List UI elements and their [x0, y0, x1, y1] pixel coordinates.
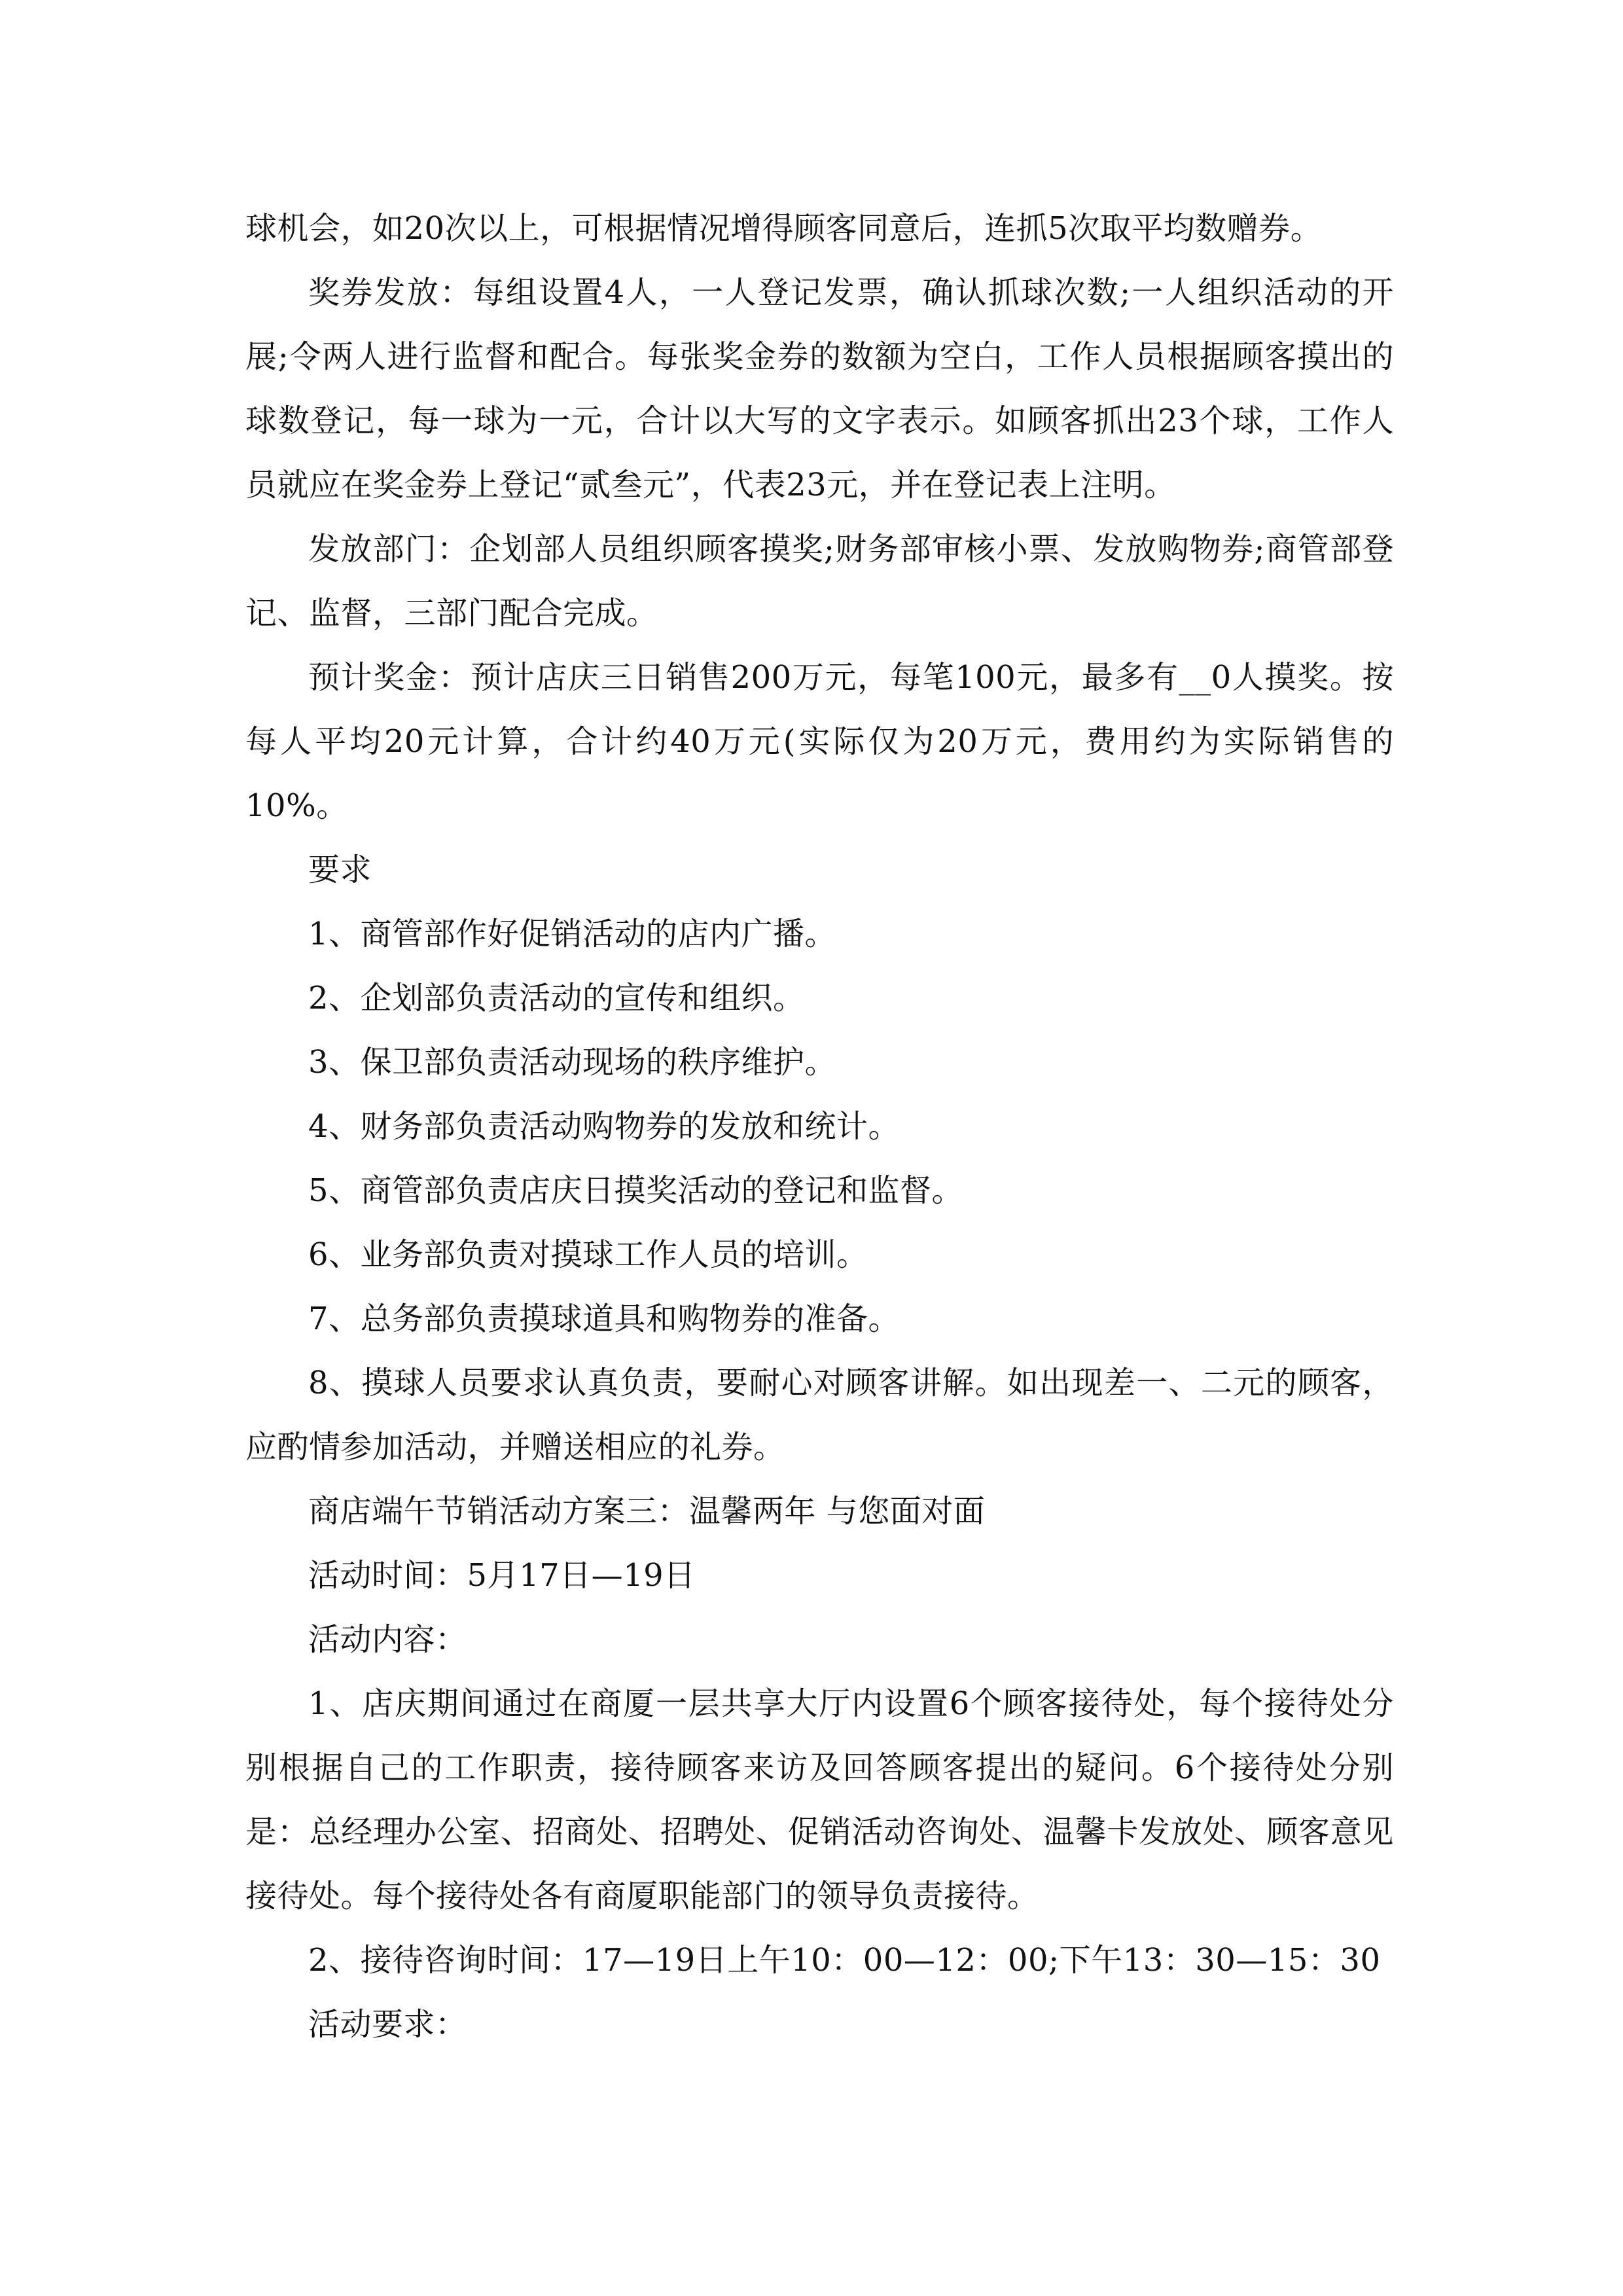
- list-item: 8、摸球人员要求认真负责，要耐心对顾客讲解。如出现差一、二元的顾客，应酌情参加活动，并赠送相应的礼券。: [245, 1365, 1394, 1465]
- paragraph: 球机会，如20次以上，可根据情况增得顾客同意后，连抓5次取平均数赠券。: [245, 210, 1323, 247]
- section-heading: 活动要求：: [308, 2006, 467, 2043]
- list-item: 3、保卫部负责活动现场的秩序维护。: [308, 1044, 837, 1081]
- paragraph: 发放部门：企划部人员组织顾客摸奖;财务部审核小票、发放购物券;商管部登记、监督，三部门配合完成。: [245, 531, 1394, 632]
- list-item: 2、企划部负责活动的宣传和组织。: [308, 980, 805, 1016]
- list-item: 1、店庆期间通过在商厦一层共享大厅内设置6个顾客接待处，每个接待处分别根据自己的工作职责，接待顾客来访及回答顾客提出的疑问。6个接待处分别是：总经理办公室、招商处、招聘处、促销活动咨询处、温馨卡发放处、顾客意见接待处。每个接待处各有商厦职能部门的领导负责接待。: [245, 1685, 1394, 1914]
- list-item: 6、业务部负责对摸球工作人员的培训。: [308, 1236, 868, 1273]
- list-item: 7、总务部负责摸球道具和购物券的准备。: [308, 1300, 901, 1337]
- list-item: 5、商管部负责店庆日摸奖活动的登记和监督。: [308, 1172, 964, 1209]
- document-body: [245, 196, 1394, 2056]
- section-heading: 要求: [308, 852, 372, 888]
- list-item: 1、商管部作好促销活动的店内广播。: [308, 916, 837, 952]
- paragraph: 预计奖金：预计店庆三日销售200万元，每笔100元，最多有__0人摸奖。按每人平均20元计算，合计约40万元(实际仅为20万元，费用约为实际销售的10%。: [245, 659, 1394, 824]
- list-item: 2、接待咨询时间：17—19日上午10：00—12：00;下午13：30—15：30: [308, 1942, 1381, 1979]
- paragraph: 活动时间：5月17日—19日: [308, 1557, 696, 1594]
- paragraph: 奖券发放：每组设置4人，一人登记发票，确认抓球次数;一人组织活动的开展;令两人进行监督和配合。每张奖金券的数额为空白，工作人员根据顾客摸出的球数登记，每一球为一元，合计以大写的文字表示。如顾客抓出23个球，工作人员就应在奖金券上登记“贰叁元”，代表23元，并在登记表上注明。: [245, 274, 1394, 503]
- list-item: 4、财务部负责活动购物券的发放和统计。: [308, 1108, 901, 1145]
- section-heading: 活动内容：: [308, 1621, 467, 1658]
- section-heading: 商店端午节销活动方案三：温馨两年 与您面对面: [308, 1493, 986, 1530]
